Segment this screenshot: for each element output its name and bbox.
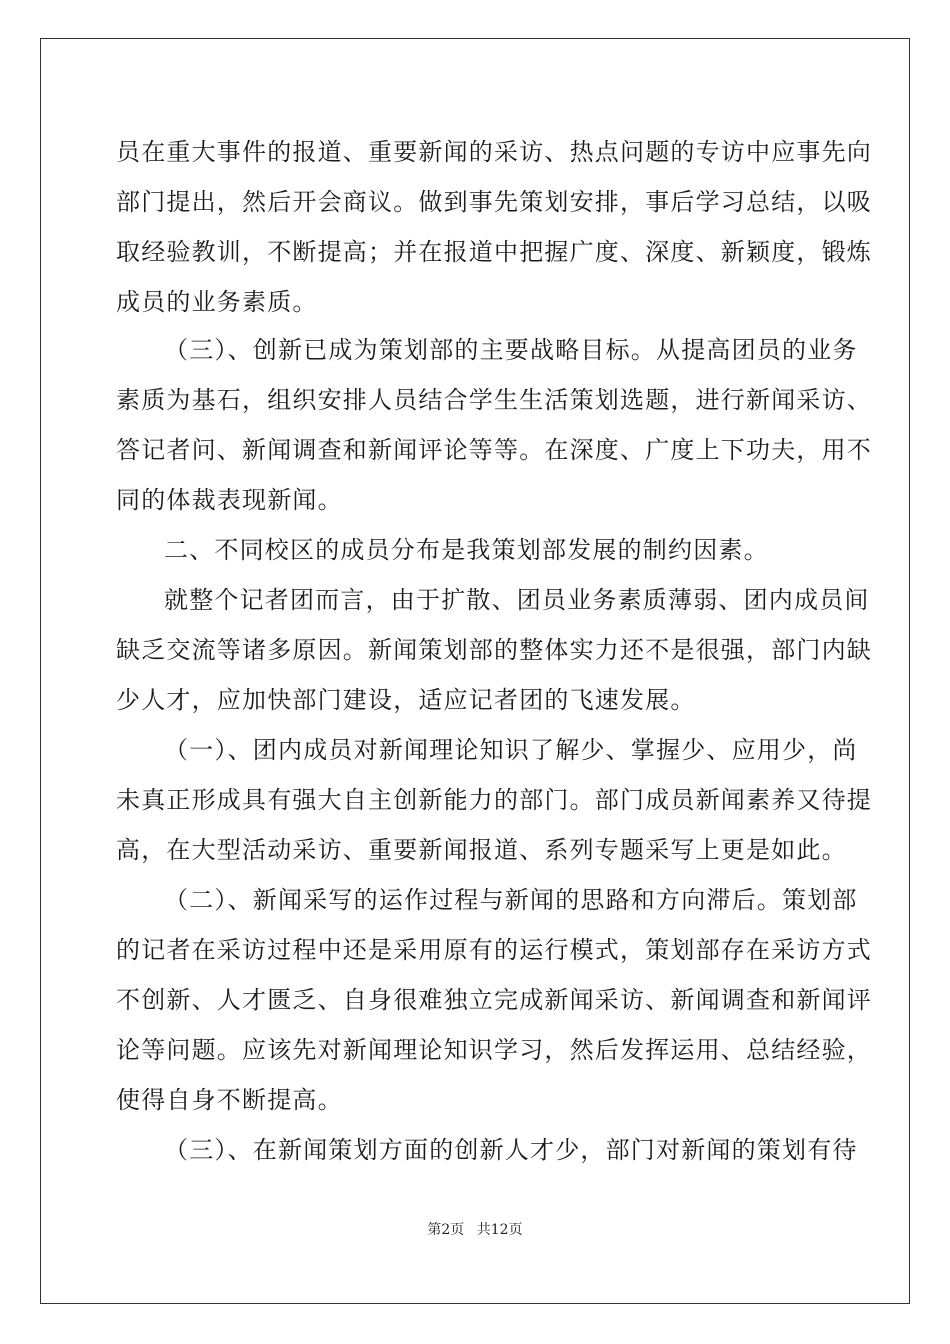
page-number: 第2页 xyxy=(427,1222,465,1238)
paragraph-start: （二）、新闻采写的运作过程与新闻的思路和方向滞后。策划部 xyxy=(164,886,858,914)
text-line: 不创新、人才匮乏、自身很难独立完成新闻采访、新闻调查和新闻评 xyxy=(116,986,872,1014)
paragraph-start: 就整个记者团而言，由于扩散、团员业务素质薄弱、团内成员间 xyxy=(164,586,870,614)
text-line: 高，在大型活动采访、重要新闻报道、系列专题采写上更是如此。 xyxy=(116,836,847,864)
text-line: 论等问题。应该先对新闻理论知识学习，然后发挥运用、总结经验， xyxy=(116,1036,872,1064)
paragraph-start: （一）、团内成员对新闻理论知识了解少、掌握少、应用少，尚 xyxy=(164,736,858,764)
text-line: 未真正形成具有强大自主创新能力的部门。部门成员新闻素养又待提 xyxy=(116,786,872,814)
text-line: 素质为基石，组织安排人员结合学生生活策划选题，进行新闻采访、 xyxy=(116,386,872,414)
paragraph-start: （三）、创新已成为策划部的主要战略目标。从提高团员的业务 xyxy=(164,336,858,364)
text-line: 同的体裁表现新闻。 xyxy=(116,486,343,514)
text-line: 员在重大事件的报道、重要新闻的采访、热点问题的专访中应事先向 xyxy=(116,138,872,166)
paragraph-start: （三）、在新闻策划方面的创新人才少，部门对新闻的策划有待 xyxy=(164,1136,858,1164)
text-line: 少人才，应加快部门建设，适应记者团的飞速发展。 xyxy=(116,686,696,714)
page-total: 共12页 xyxy=(476,1222,523,1238)
page-footer xyxy=(0,1219,950,1239)
text-line: 的记者在采访过程中还是采用原有的运行模式，策划部存在采访方式 xyxy=(116,936,872,964)
text-line: 取经验教训，不断提高；并在报道中把握广度、深度、新颖度，锻炼 xyxy=(116,238,872,266)
text-line: 部门提出，然后开会商议。做到事先策划安排，事后学习总结，以吸 xyxy=(116,188,872,216)
text-line: 答记者问、新闻调查和新闻评论等等。在深度、广度上下功夫，用不 xyxy=(116,436,872,464)
text-line: 使得自身不断提高。 xyxy=(116,1086,343,1114)
text-line: 成员的业务素质。 xyxy=(116,288,318,316)
section-heading: 二、不同校区的成员分布是我策划部发展的制约因素。 xyxy=(164,536,769,564)
text-line: 缺乏交流等诸多原因。新闻策划部的整体实力还不是很强，部门内缺 xyxy=(116,636,872,664)
